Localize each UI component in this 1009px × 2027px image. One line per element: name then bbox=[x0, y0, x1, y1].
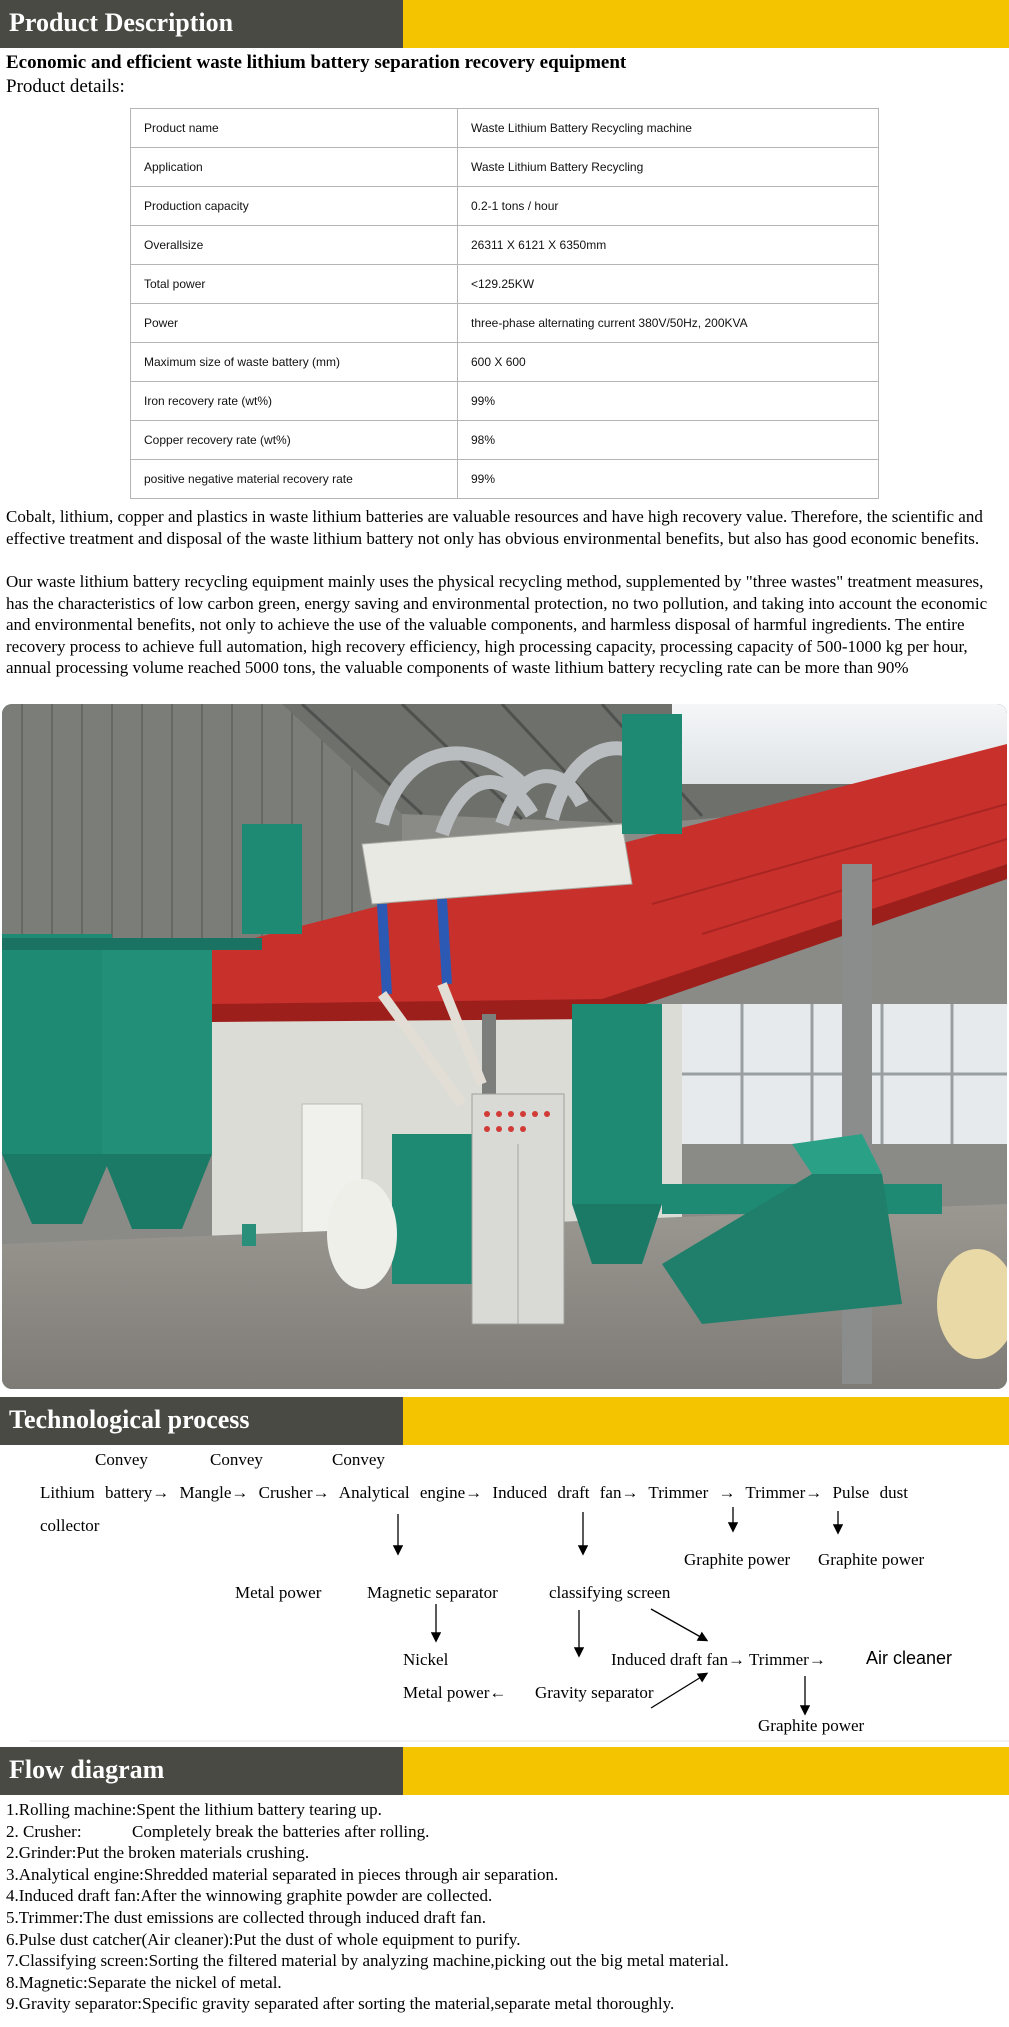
flow-item-desc: Sorting the filtered material by analyzing machine,picking out the big metal material. bbox=[148, 1951, 729, 1971]
nickel: Nickel bbox=[403, 1650, 449, 1669]
flow-item-label: 1.Rolling machine: bbox=[6, 1800, 137, 1819]
graphite-power-1: Graphite power bbox=[684, 1550, 791, 1569]
flow-item-label: 8.Magnetic: bbox=[6, 1972, 88, 1992]
section-title: Product Description bbox=[9, 8, 234, 37]
flow-item bbox=[6, 1885, 729, 1907]
section-title-box bbox=[0, 1747, 403, 1795]
gravity-separator: Gravity separator bbox=[535, 1683, 654, 1702]
arrow-screen-to-fan bbox=[651, 1609, 706, 1640]
spec-name: Maximum size of waste battery (mm) bbox=[131, 343, 458, 382]
flow-item-label: 9.Gravity separator: bbox=[6, 1994, 142, 2014]
graphite-power-2: Graphite power bbox=[818, 1550, 925, 1569]
spec-row bbox=[131, 109, 879, 148]
product-heading: Economic and efficient waste lithium battery separation recovery equipment bbox=[6, 52, 627, 73]
section-title: Technological process bbox=[9, 1405, 250, 1434]
flow-item-label: 6.Pulse dust catcher(Air cleaner): bbox=[6, 1929, 234, 1949]
spec-name: Overallsize bbox=[131, 226, 458, 265]
metal-power: Metal power bbox=[235, 1583, 322, 1602]
section-title: Flow diagram bbox=[9, 1755, 165, 1784]
flow-item-label: 5.Trimmer: bbox=[6, 1907, 84, 1927]
flow-diagram-list bbox=[6, 1799, 729, 2015]
spec-row bbox=[131, 460, 879, 499]
flow-item-label: 3.Analytical engine: bbox=[6, 1864, 144, 1884]
spec-row bbox=[131, 421, 879, 460]
spec-name: Application bbox=[131, 148, 458, 187]
spec-value: three-phase alternating current 380V/50Hz, 200KVA bbox=[458, 304, 879, 343]
spec-row bbox=[131, 265, 879, 304]
spec-value: 99% bbox=[458, 460, 879, 499]
classifying-screen: classifying screen bbox=[549, 1583, 671, 1602]
intro-paragraph: Cobalt, lithium, copper and plastics in waste lithium batteries are valuable resources and have high recovery value. Therefore, the scientific and effective treatment and disposal of the waste lithium battery not only has obvious environmental benefits, but also has good economic benefits. bbox=[6, 507, 983, 548]
spec-row bbox=[131, 343, 879, 382]
spec-row bbox=[131, 148, 879, 187]
spec-name: Iron recovery rate (wt%) bbox=[131, 382, 458, 421]
arrow-gravity-to-fan bbox=[651, 1674, 706, 1708]
spec-name: Production capacity bbox=[131, 187, 458, 226]
flow-item-desc: Put the dust of whole equipment to purify. bbox=[233, 1929, 521, 1949]
flow-item-label: 4.Induced draft fan: bbox=[6, 1886, 141, 1906]
flow-item-label: 2.Grinder: bbox=[6, 1843, 77, 1863]
air-cleaner: Air cleaner bbox=[866, 1648, 953, 1668]
convey-label-1: Convey bbox=[95, 1450, 148, 1469]
product-details-label: Product details: bbox=[6, 76, 125, 97]
flow-item bbox=[6, 1950, 729, 1972]
flow-item-label: 2. Crusher: bbox=[6, 1821, 82, 1841]
spec-value: Waste Lithium Battery Recycling machine bbox=[458, 109, 879, 148]
spec-value: 600 X 600 bbox=[458, 343, 879, 382]
spec-row bbox=[131, 187, 879, 226]
spec-value: <129.25KW bbox=[458, 265, 879, 304]
flow-item-desc: The dust emissions are collected through induced draft fan. bbox=[83, 1907, 486, 1927]
flow-item bbox=[6, 1929, 729, 1951]
metal-power-2: Metal power← bbox=[403, 1683, 507, 1702]
flow-item-desc: Spent the lithium battery tearing up. bbox=[136, 1800, 382, 1819]
process-main-line: Lithium battery→ Mangle→ Crusher→ Analytical engine→ Induced draft fan→ Trimmer → Trimmer→ Pulse dust bbox=[40, 1483, 908, 1502]
convey-label-2: Convey bbox=[210, 1450, 263, 1469]
magnetic-separator: Magnetic separator bbox=[367, 1583, 498, 1602]
graphite-power-3: Graphite power bbox=[758, 1716, 865, 1735]
flow-item-desc: Completely break the batteries after rolling. bbox=[132, 1821, 430, 1841]
section-title-box bbox=[0, 0, 403, 48]
flow-item-desc: Shredded material separated in pieces through air separation. bbox=[143, 1864, 559, 1884]
section-header-technological-process bbox=[0, 1397, 1009, 1445]
spec-name: Total power bbox=[131, 265, 458, 304]
spec-table bbox=[130, 108, 879, 499]
spec-row bbox=[131, 226, 879, 265]
spec-value: Waste Lithium Battery Recycling bbox=[458, 148, 879, 187]
flow-item-desc: Put the broken materials crushing. bbox=[76, 1843, 310, 1863]
spec-value: 0.2-1 tons / hour bbox=[458, 187, 879, 226]
flow-item bbox=[6, 1993, 729, 2015]
detail-paragraph: Our waste lithium battery recycling equipment mainly uses the physical recycling method, supplemented by "three wastes" treatment measures, has the characteristics of low carbon green, energy saving and environmental protection, no two pollution, and taking into account the economic and environmental benefits, not only to achieve the use of the valuable components, and harmless disposal of harmful ingredients. The entire recovery process to achieve full automation, high recovery efficiency, high processing capacity, processing capacity of 500-1000 kg per hour, annual processing volume reached 5000 tons, the valuable components of waste lithium battery recycling rate can be more than 90% bbox=[6, 572, 988, 677]
flow-item-desc: Separate the nickel of metal. bbox=[87, 1972, 282, 1992]
spec-value: 99% bbox=[458, 382, 879, 421]
spec-name: Product name bbox=[131, 109, 458, 148]
section-header-product-description bbox=[0, 0, 1009, 48]
spec-value: 26311 X 6121 X 6350mm bbox=[458, 226, 879, 265]
flow-item-desc: Specific gravity separated after sorting the material,separate metal thoroughly. bbox=[141, 1994, 675, 2014]
flow-item-desc: After the winnowing graphite powder are collected. bbox=[140, 1886, 493, 1906]
process-line-2: Induced draft fan→ Trimmer→ bbox=[611, 1650, 826, 1669]
spec-name: positive negative material recovery rate bbox=[131, 460, 458, 499]
flow-item bbox=[6, 1864, 729, 1886]
process-arrows bbox=[0, 1447, 1009, 1747]
spec-name: Copper recovery rate (wt%) bbox=[131, 421, 458, 460]
spec-row bbox=[131, 382, 879, 421]
section-header-flow-diagram bbox=[0, 1747, 1009, 1795]
spec-value: 98% bbox=[458, 421, 879, 460]
equipment-photo bbox=[2, 704, 1007, 1389]
flow-item bbox=[6, 1821, 729, 1843]
section-title-box bbox=[0, 1397, 403, 1445]
flow-item bbox=[6, 1972, 729, 1994]
flow-item bbox=[6, 1799, 729, 1821]
spec-name: Power bbox=[131, 304, 458, 343]
process-main-line-cont: collector bbox=[40, 1516, 100, 1535]
spec-row bbox=[131, 304, 879, 343]
convey-label-3: Convey bbox=[332, 1450, 385, 1469]
flow-item-label: 7.Classifying screen: bbox=[6, 1951, 149, 1971]
flow-item bbox=[6, 1907, 729, 1929]
flow-item bbox=[6, 1842, 729, 1864]
